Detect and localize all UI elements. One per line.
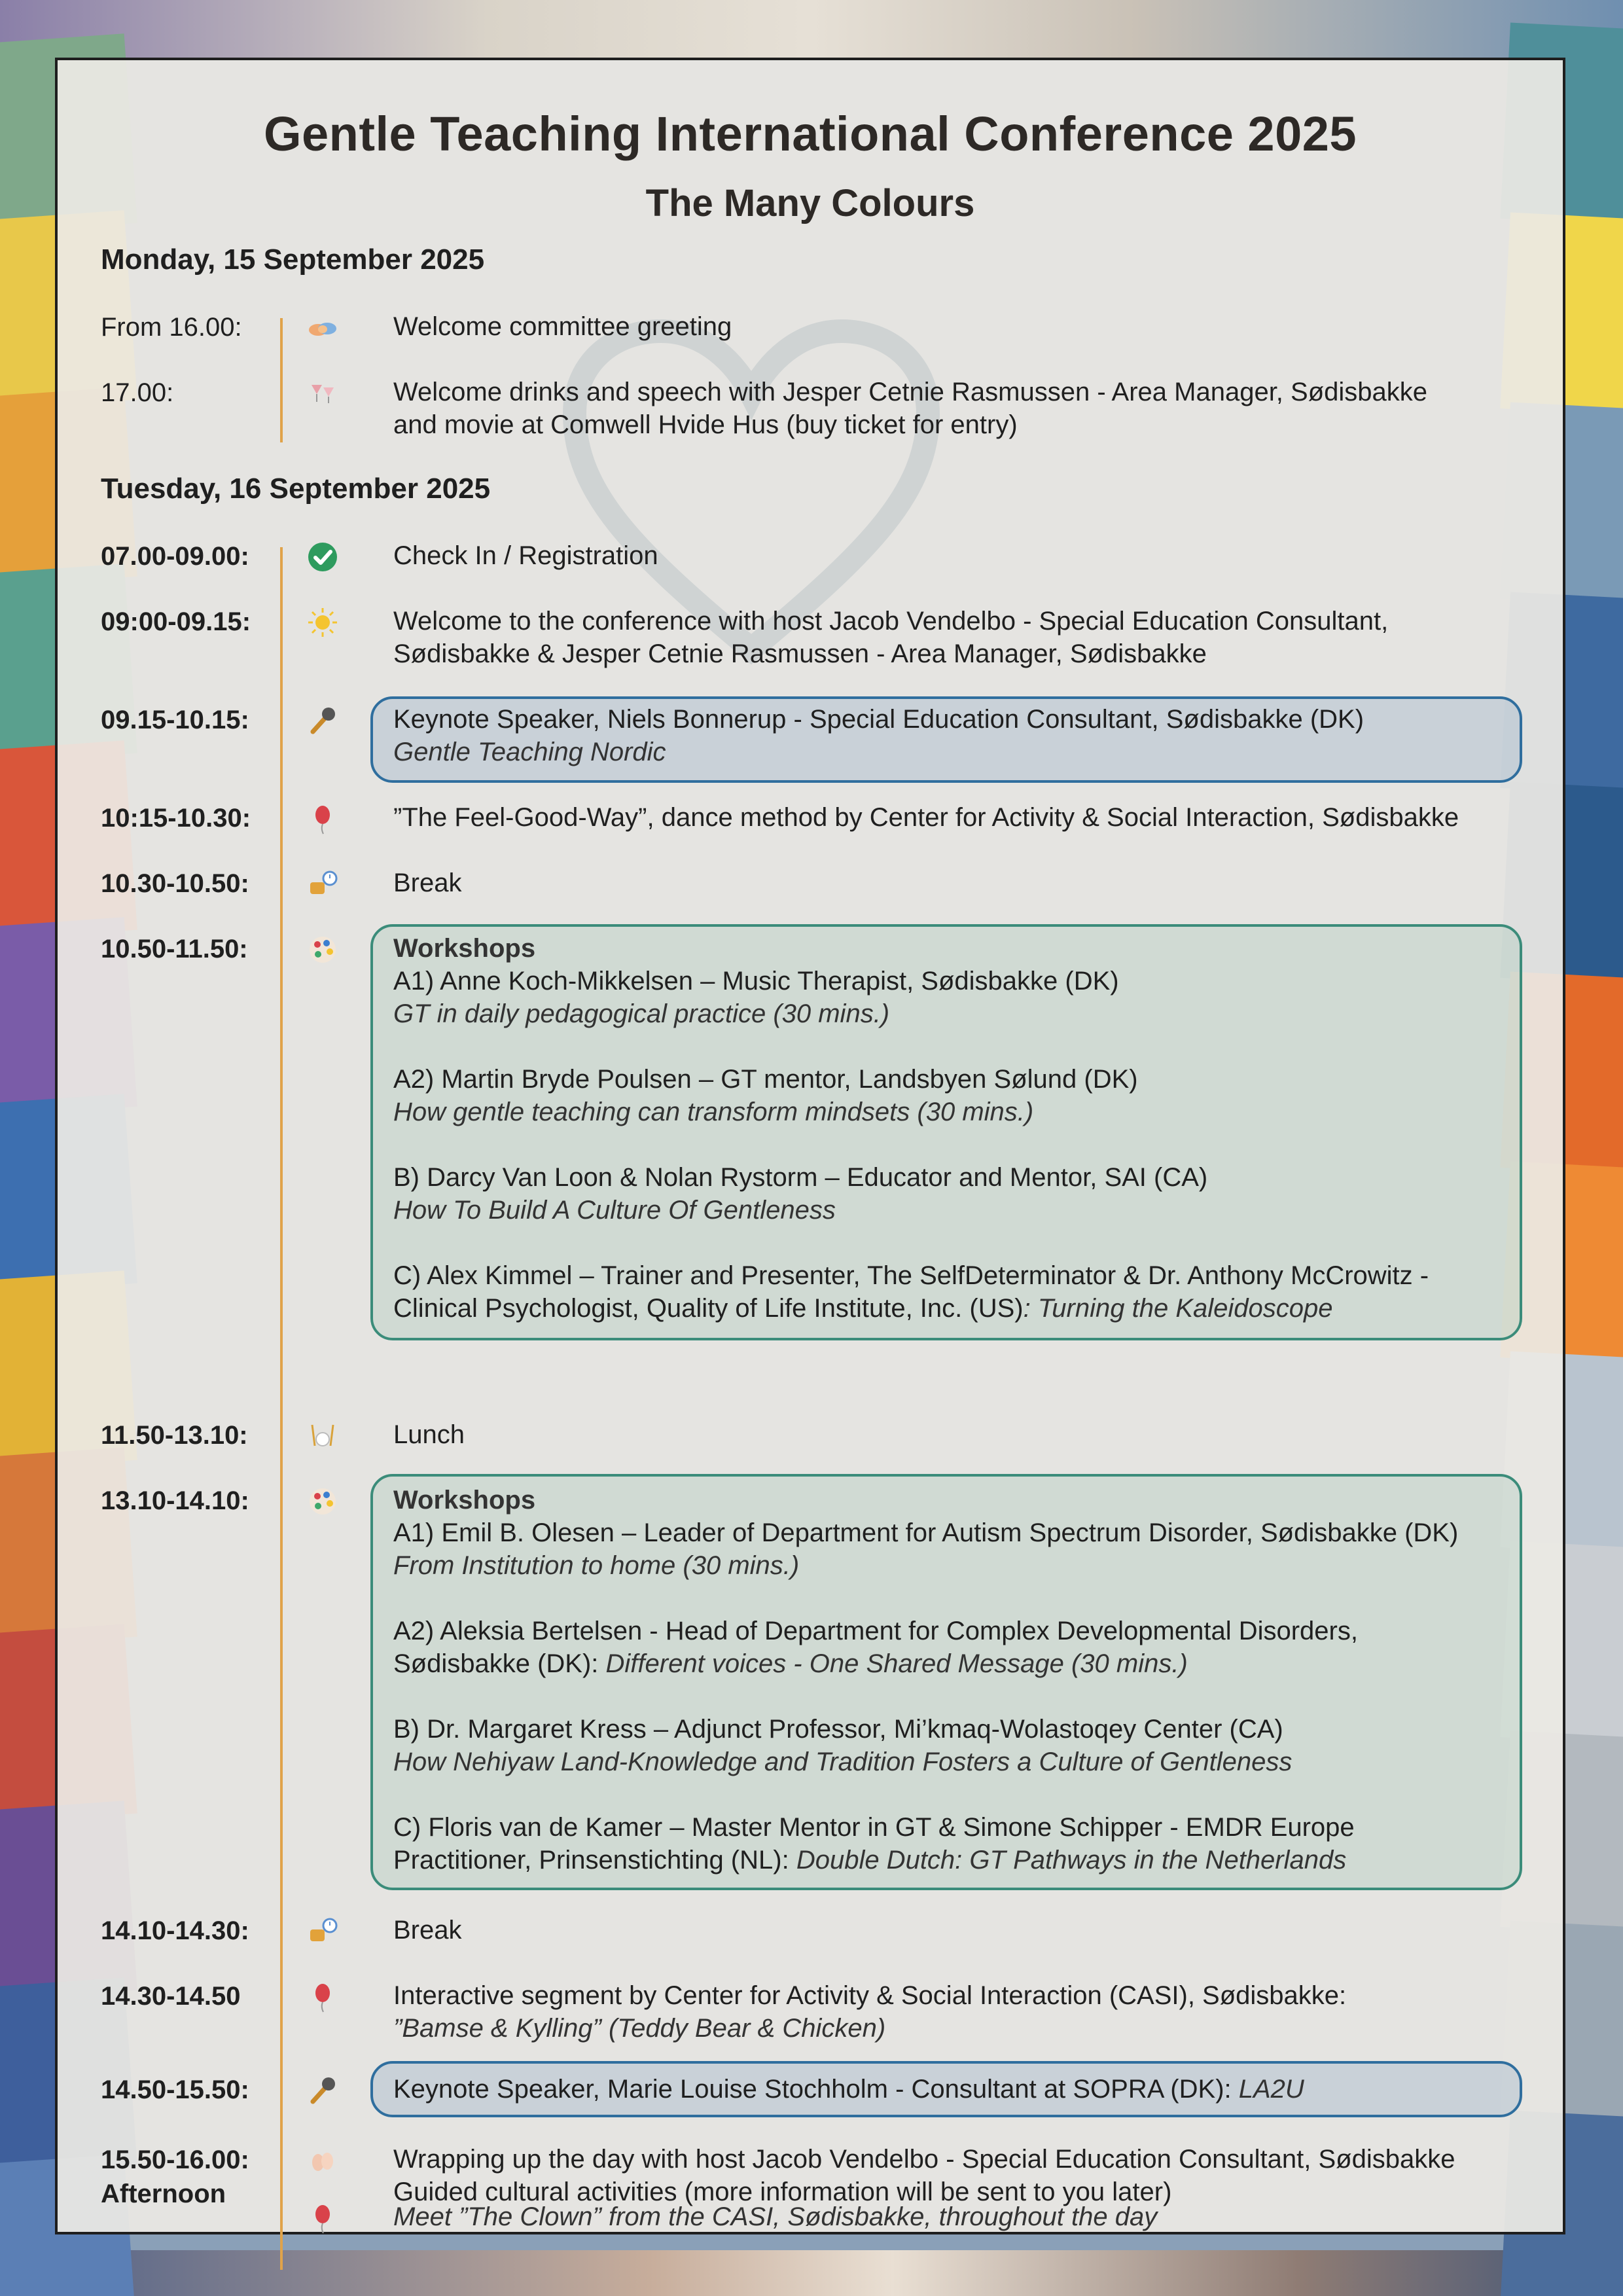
keynote-speaker: Keynote Speaker, Marie Louise Stochholm - Consultant at SOPRA (DK): bbox=[393, 2075, 1239, 2104]
page-title: Gentle Teaching International Conference 2025 bbox=[263, 107, 1357, 161]
time-label-1: 15.50-16.00: bbox=[101, 2145, 249, 2174]
coffee-break-icon bbox=[306, 868, 339, 901]
item-description bbox=[393, 376, 1427, 441]
workshop-list bbox=[393, 1484, 1458, 1876]
workshop-a2-topic: Different voices - One Shared Message (30 mins.) bbox=[605, 1649, 1188, 1678]
item-description bbox=[393, 703, 1364, 768]
keynote-topic: Gentle Teaching Nordic bbox=[393, 738, 666, 766]
workshop-a1: A1) Emil B. Olesen – Leader of Department for Autism Spectrum Disorder, Sødisbakke (DK) bbox=[393, 1518, 1459, 1547]
description-line-1: Wrapping up the day with host Jacob Vendelbo - Special Education Consultant, Sødisbakke bbox=[393, 2145, 1455, 2174]
time-label: 10.50-11.50: bbox=[101, 935, 248, 963]
workshop-b: B) Dr. Margaret Kress – Adjunct Professor, Mi’kmaq-Wolastoqey Center (CA) bbox=[393, 1715, 1283, 1744]
item-description bbox=[393, 2073, 1304, 2106]
workshops-title: Workshops bbox=[393, 1486, 536, 1515]
time-label: 17.00: bbox=[101, 378, 174, 407]
programme-panel bbox=[55, 58, 1565, 2234]
time-label: 11.50-13.10: bbox=[101, 1421, 248, 1450]
description-line-2: Sødisbakke & Jesper Cetnie Rasmussen - Area Manager, Sødisbakke bbox=[393, 639, 1207, 668]
time-label: 10.30-10.50: bbox=[101, 869, 249, 898]
workshop-c: C) Alex Kimmel – Trainer and Presenter, The SelfDeterminator & Dr. Anthony McCrowitz - bbox=[393, 1261, 1429, 1290]
microphone-icon bbox=[306, 704, 339, 737]
handshake-icon bbox=[306, 312, 339, 344]
item-description: Check In / Registration bbox=[393, 541, 658, 570]
workshop-a2-topic: How gentle teaching can transform mindsets (30 mins.) bbox=[393, 1098, 1034, 1126]
workshop-c-topic: Double Dutch: GT Pathways in the Netherlands bbox=[796, 1846, 1347, 1874]
time-label: 10:15-10.30: bbox=[101, 804, 251, 833]
timeline-line-monday bbox=[280, 318, 283, 442]
item-description: Break bbox=[393, 1916, 462, 1945]
item-description bbox=[393, 2143, 1455, 2208]
coffee-break-icon bbox=[306, 1915, 339, 1948]
time-label: 13.10-14.10: bbox=[101, 1486, 249, 1515]
workshop-a2-line-2 bbox=[393, 1647, 1458, 1680]
workshop-c-org: Practitioner, Prinsenstichting (NL): bbox=[393, 1846, 796, 1874]
item-description bbox=[393, 1979, 1346, 2045]
workshop-a2: A2) Martin Bryde Poulsen – GT mentor, Landsbyen Sølund (DK) bbox=[393, 1065, 1138, 1094]
workshop-c-presenter: Clinical Psychologist, Quality of Life Institute, Inc. (US) bbox=[393, 1294, 1024, 1323]
item-description: Meet ”The Clown” from the CASI, Sødisbakke, throughout the day bbox=[393, 2202, 1158, 2231]
time-label: From 16.00: bbox=[101, 313, 242, 342]
workshop-list bbox=[393, 932, 1429, 1325]
item-description: Welcome committee greeting bbox=[393, 312, 732, 341]
balloon-icon bbox=[306, 1981, 339, 2013]
description-line-2: ”Bamse & Kylling” (Teddy Bear & Chicken) bbox=[393, 2014, 886, 2043]
workshop-a2: A2) Aleksia Bertelsen - Head of Department for Complex Developmental Disorders, bbox=[393, 1617, 1358, 1645]
time-label: 09:00-09.15: bbox=[101, 607, 251, 636]
item-description: Lunch bbox=[393, 1420, 465, 1449]
description-line-1: Welcome to the conference with host Jacob Vendelbo - Special Education Consultant, bbox=[393, 607, 1389, 636]
cutlery-icon bbox=[306, 1420, 339, 1452]
balloon-icon bbox=[306, 2202, 339, 2234]
workshops-title: Workshops bbox=[393, 934, 536, 963]
workshop-c: C) Floris van de Kamer – Master Mentor in GT & Simone Schipper - EMDR Europe bbox=[393, 1813, 1355, 1842]
microphone-icon bbox=[306, 2074, 339, 2107]
check-circle-icon bbox=[306, 541, 339, 573]
workshop-a1-topic: From Institution to home (30 mins.) bbox=[393, 1551, 800, 1580]
item-description: Break bbox=[393, 869, 462, 897]
palette-icon bbox=[306, 1485, 339, 1518]
time-label-2: Afternoon bbox=[101, 2179, 226, 2208]
time-label bbox=[101, 2143, 249, 2211]
workshop-c-line-2 bbox=[393, 1292, 1429, 1325]
workshop-b-topic: How To Build A Culture Of Gentleness bbox=[393, 1196, 836, 1225]
palette-icon bbox=[306, 933, 339, 966]
page-subtitle: The Many Colours bbox=[645, 182, 975, 224]
workshop-c-topic: : Turning the Kaleidoscope bbox=[1023, 1294, 1333, 1323]
time-label: 07.00-09.00: bbox=[101, 542, 249, 571]
waving-hands-icon bbox=[306, 2144, 339, 2177]
description-line-1: Interactive segment by Center for Activity & Social Interaction (CASI), Sødisbakke: bbox=[393, 1981, 1347, 2010]
workshop-c-line-2 bbox=[393, 1844, 1458, 1876]
workshop-b: B) Darcy Van Loon & Nolan Rystorm – Educator and Mentor, SAI (CA) bbox=[393, 1163, 1208, 1192]
description-line-1: Welcome drinks and speech with Jesper Cetnie Rasmussen - Area Manager, Sødisbakke bbox=[393, 378, 1428, 406]
sun-icon bbox=[306, 606, 339, 639]
timeline-line-tuesday bbox=[280, 547, 283, 2270]
description-line-2: and movie at Comwell Hvide Hus (buy ticket for entry) bbox=[393, 410, 1018, 439]
time-label: 14.30-14.50 bbox=[101, 1982, 241, 2011]
description-line-1: Keynote Speaker, Niels Bonnerup - Special Education Consultant, Sødisbakke (DK) bbox=[393, 705, 1364, 734]
time-label: 14.10-14.30: bbox=[101, 1916, 249, 1945]
workshop-a1-topic: GT in daily pedagogical practice (30 mins.) bbox=[393, 999, 890, 1028]
balloon-icon bbox=[306, 802, 339, 835]
time-label: 14.50-15.50: bbox=[101, 2075, 249, 2104]
cocktail-icon bbox=[306, 377, 339, 410]
item-description bbox=[393, 605, 1388, 670]
item-description: ”The Feel-Good-Way”, dance method by Center for Activity & Social Interaction, Sødisbakke bbox=[393, 803, 1459, 832]
time-label: 09.15-10.15: bbox=[101, 706, 249, 734]
monday-heading: Monday, 15 September 2025 bbox=[101, 243, 485, 276]
workshop-a1: A1) Anne Koch-Mikkelsen – Music Therapist, Sødisbakke (DK) bbox=[393, 967, 1119, 996]
workshop-b-topic: How Nehiyaw Land-Knowledge and Tradition Fosters a Culture of Gentleness bbox=[393, 1748, 1293, 1776]
workshop-a2-org: Sødisbakke (DK): bbox=[393, 1649, 606, 1678]
tuesday-heading: Tuesday, 16 September 2025 bbox=[101, 473, 491, 505]
description-line-2: Guided cultural activities (more information will be sent to you later) bbox=[393, 2178, 1172, 2206]
keynote-topic: LA2U bbox=[1238, 2075, 1304, 2104]
